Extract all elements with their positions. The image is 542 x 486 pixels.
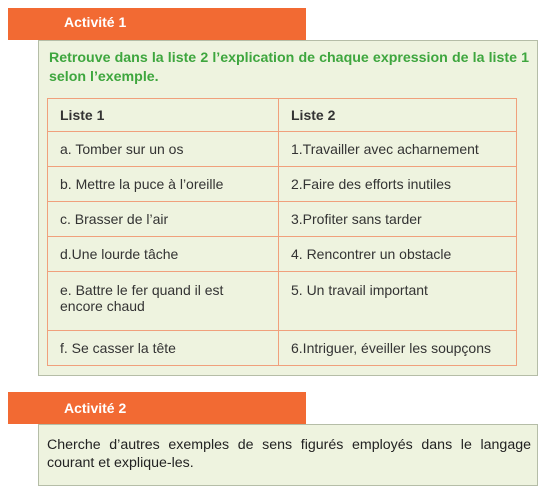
table-row (48, 331, 517, 366)
expression-cell: e. Battre le fer quand il est encore chaud (48, 272, 279, 331)
table-header-row (48, 99, 517, 132)
table-row (48, 132, 517, 167)
explanation-cell: 2.Faire des efforts inutiles (279, 167, 517, 202)
table-row (48, 237, 517, 272)
expression-cell: f. Se casser la tête (48, 331, 279, 366)
explanation-cell: 5. Un travail important (279, 272, 517, 331)
activity2-panel (38, 424, 538, 486)
activity1-instruction: Retrouve dans la liste 2 l’explication de chaque expression de la liste 1 selon l’exemple. (49, 50, 529, 85)
column-header-liste1: Liste 1 (48, 99, 279, 132)
column-header-liste2: Liste 2 (279, 99, 517, 132)
activity2-text: Cherche d’autres exemples de sens figurés employés dans le langage courant et explique-les. (47, 437, 531, 471)
activity1-title: Activité 1 (8, 8, 306, 40)
explanation-cell: 6.Intriguer, éveiller les soupçons (279, 331, 517, 366)
explanation-cell: 1.Travailler avec acharnement (279, 132, 517, 167)
activity2-title: Activité 2 (8, 392, 306, 424)
table-row (48, 202, 517, 237)
expression-cell: c. Brasser de l’air (48, 202, 279, 237)
expression-cell: b. Mettre la puce à l’oreille (48, 167, 279, 202)
expression-cell: d.Une lourde tâche (48, 237, 279, 272)
explanation-cell: 4. Rencontrer un obstacle (279, 237, 517, 272)
table-row (48, 167, 517, 202)
table-row (48, 272, 517, 331)
expression-cell: a. Tomber sur un os (48, 132, 279, 167)
explanation-cell: 3.Profiter sans tarder (279, 202, 517, 237)
expressions-table (47, 98, 517, 366)
activity1-panel (38, 40, 538, 376)
